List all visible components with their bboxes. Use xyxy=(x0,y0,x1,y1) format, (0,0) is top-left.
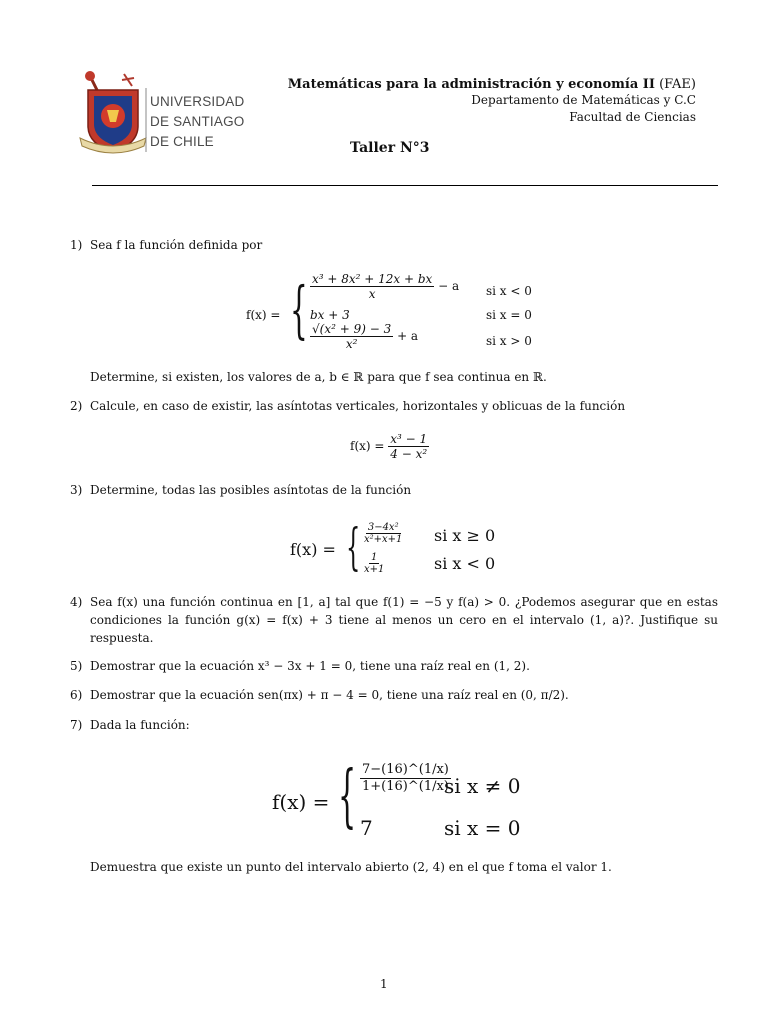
header-divider xyxy=(92,185,718,186)
department: Departamento de Matemáticas y C.C xyxy=(471,93,696,107)
course-title-text: Matemáticas para la administración y economía II xyxy=(287,77,655,92)
p3-case2-numerator: 1 xyxy=(371,552,378,563)
logo-line-1: UNIVERSIDAD xyxy=(150,94,245,109)
problem-6-number: 6) xyxy=(70,688,83,702)
p1-case1-numerator: x³ + 8x² + 12x + bx xyxy=(312,272,433,286)
p3-brace: { xyxy=(346,518,361,576)
problem-7-formula xyxy=(272,757,552,842)
p2-lhs: f(x) = xyxy=(350,439,385,453)
p1-brace: { xyxy=(290,273,308,346)
university-name xyxy=(150,92,244,152)
p3-case2-denominator: x+1 xyxy=(364,564,385,575)
p7-case1-condition: si x ≠ 0 xyxy=(444,774,521,798)
p1-case1-tail: − a xyxy=(438,279,460,293)
problem-4-text: Sea f(x) una función continua en [1, a] tal que f(1) = −5 y f(a) > 0. ¿Podemos asegurar que en estas condiciones la función g(x) = f(x) + 3 tiene al menos un cero en el intervalo (1, a)?. Justifique su respuesta. xyxy=(90,595,718,645)
problem-1-formula xyxy=(246,270,546,360)
p7-case2-condition: si x = 0 xyxy=(444,816,521,840)
course-code: (FAE) xyxy=(659,77,696,92)
p3-lhs: f(x) = xyxy=(290,540,336,559)
problem-7-closing: Demuestra que existe un punto del intervalo abierto (2, 4) en el que f toma el valor 1. xyxy=(90,860,612,874)
worksheet-title: Taller N°3 xyxy=(350,140,430,156)
logo-line-3: DE CHILE xyxy=(150,134,214,149)
problem-5-text: Demostrar que la ecuación x³ − 3x + 1 = 0, tiene una raíz real en (1, 2). xyxy=(90,659,530,673)
problem-3-formula xyxy=(290,520,520,582)
p7-lhs: f(x) = xyxy=(272,790,330,814)
p7-case1-denominator: 1+(16)^(1/x) xyxy=(362,779,449,794)
p2-denominator: 4 − x² xyxy=(390,447,428,461)
problem-2-number: 2) xyxy=(70,399,83,413)
problem-7-number: 7) xyxy=(70,718,83,732)
course-title xyxy=(288,75,696,95)
p7-case-2: 7 xyxy=(360,816,373,840)
p3-case-2 xyxy=(362,552,386,575)
p1-case-2: bx + 3 xyxy=(310,308,350,322)
problem-1-intro: Sea f la función definida por xyxy=(90,238,263,252)
p1-case3-denominator: x² xyxy=(345,337,358,351)
p3-case2-condition: si x < 0 xyxy=(434,554,496,573)
p3-case1-denominator: x²+x+1 xyxy=(364,534,403,545)
p1-case3-tail: + a xyxy=(397,329,419,343)
p2-numerator: x³ − 1 xyxy=(390,432,428,446)
problem-3-number: 3) xyxy=(70,483,83,497)
p1-case1-condition: si x < 0 xyxy=(486,284,532,298)
problem-1-number: 1) xyxy=(70,238,83,252)
problem-4-number: 4) xyxy=(70,595,83,609)
problem-7-intro: Dada la función: xyxy=(90,718,190,732)
p1-case3-condition: si x > 0 xyxy=(486,334,532,348)
p1-case-1 xyxy=(310,272,459,301)
p3-case1-condition: si x ≥ 0 xyxy=(434,526,496,545)
p7-case-1 xyxy=(360,762,451,795)
page-number: 1 xyxy=(380,977,388,991)
p7-brace: { xyxy=(338,757,357,836)
p1-case2-condition: si x = 0 xyxy=(486,308,532,322)
p1-case3-numerator: √(x² + 9) − 3 xyxy=(312,322,392,336)
problem-2-intro: Calcule, en caso de existir, las asíntotas verticales, horizontales y oblicuas de la función xyxy=(90,399,626,413)
problem-2-formula xyxy=(350,432,429,461)
problem-3-intro: Determine, todas las posibles asíntotas de la función xyxy=(90,483,412,497)
problem-5-number: 5) xyxy=(70,659,83,673)
p1-case1-denominator: x xyxy=(368,287,376,301)
p3-case1-numerator: 3−4x² xyxy=(367,522,399,533)
p1-case-3 xyxy=(310,322,418,351)
p3-case-1 xyxy=(362,522,404,545)
p7-case1-numerator: 7−(16)^(1/x) xyxy=(362,762,449,777)
problem-1-closing: Determine, si existen, los valores de a, b ∈ ℝ para que f sea continua en ℝ. xyxy=(90,370,547,384)
logo-line-2: DE SANTIAGO xyxy=(150,114,245,129)
problem-6-text: Demostrar que la ecuación sen(πx) + π − 4 = 0, tiene una raíz real en (0, π/2). xyxy=(90,688,569,702)
p1-lhs: f(x) = xyxy=(246,308,281,322)
faculty: Facultad de Ciencias xyxy=(569,110,696,124)
